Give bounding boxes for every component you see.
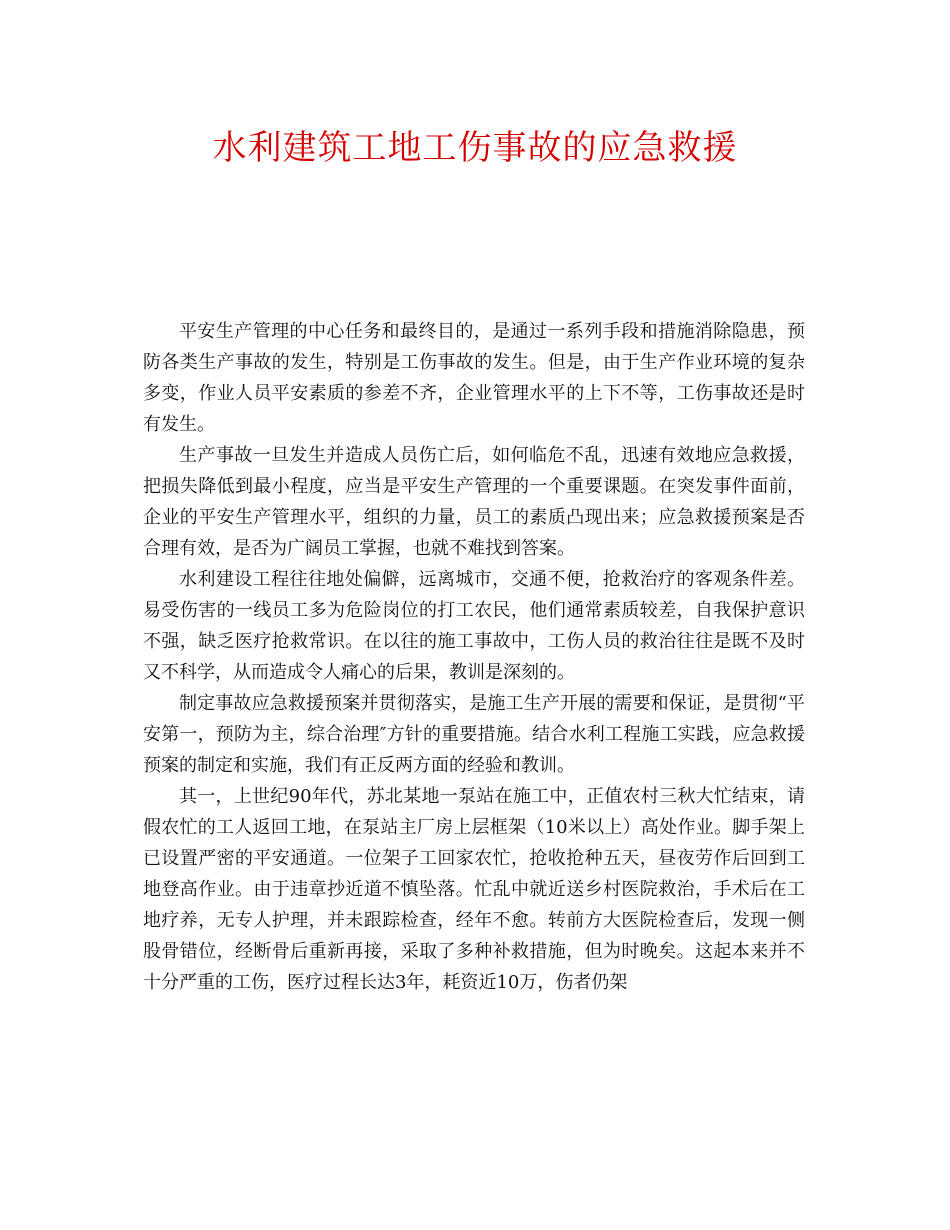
paragraph-1: 平安生产管理的中心任务和最终目的，是通过一系列手段和措施消除隐患，预防各类生产事故的发生，特别是工伤事故的发生。但是，由于生产作业环境的复杂多变，作业人员平安素质的参差不齐，企业管理水平的上下不等，工伤事故还是时有发生。 bbox=[143, 321, 805, 435]
paragraph-2: 生产事故一旦发生并造成人员伤亡后，如何临危不乱，迅速有效地应急救援，把损失降低到最小程度，应当是平安生产管理的一个重要课题。在突发事件面前，企业的平安生产管理水平，组织的力量，员工的素质凸现出来；应急救援预案是否合理有效，是否为广阔员工掌握，也就不难找到答案。 bbox=[143, 445, 805, 559]
document-body bbox=[143, 316, 805, 998]
paragraph-5: 其一，上世纪90年代，苏北某地一泵站在施工中，正值农村三秋大忙结束，请假农忙的工人返回工地，在泵站主厂房上层框架（10米以上）高处作业。脚手架上已设置严密的平安通道。一位架子工回家农忙，抢收抢种五天，昼夜劳作后回到工地登高作业。由于违章抄近道不慎坠落。忙乱中就近送乡村医院救治，手术后在工地疗养，无专人护理，并未跟踪检查，经年不愈。转前方大医院检查后，发现一侧股骨错位，经断骨后重新再接，采取了多种补救措施，但为时晚矣。这起本来并不十分严重的工伤，医疗过程长达3年，耗资近10万，伤者仍架 bbox=[143, 786, 805, 993]
paragraph-3: 水利建设工程往往地处偏僻，远离城市，交通不便，抢救治疗的客观条件差。易受伤害的一线员工多为危险岗位的打工农民，他们通常素质较差，自我保护意识不强，缺乏医疗抢救常识。在以往的施工事故中，工伤人员的救治往往是既不及时又不科学，从而造成令人痛心的后果，教训是深刻的。 bbox=[143, 569, 805, 683]
document-title: 水利建筑工地工伤事故的应急救援 bbox=[212, 128, 738, 168]
paragraph-4: 制定事故应急救援预案并贯彻落实，是施工生产开展的需要和保证，是贯彻“平安第一，预防为主，综合治理″方针的重要措施。结合水利工程施工实践，应急救援预案的制定和实施，我们有正反两方面的经验和教训。 bbox=[143, 693, 805, 776]
